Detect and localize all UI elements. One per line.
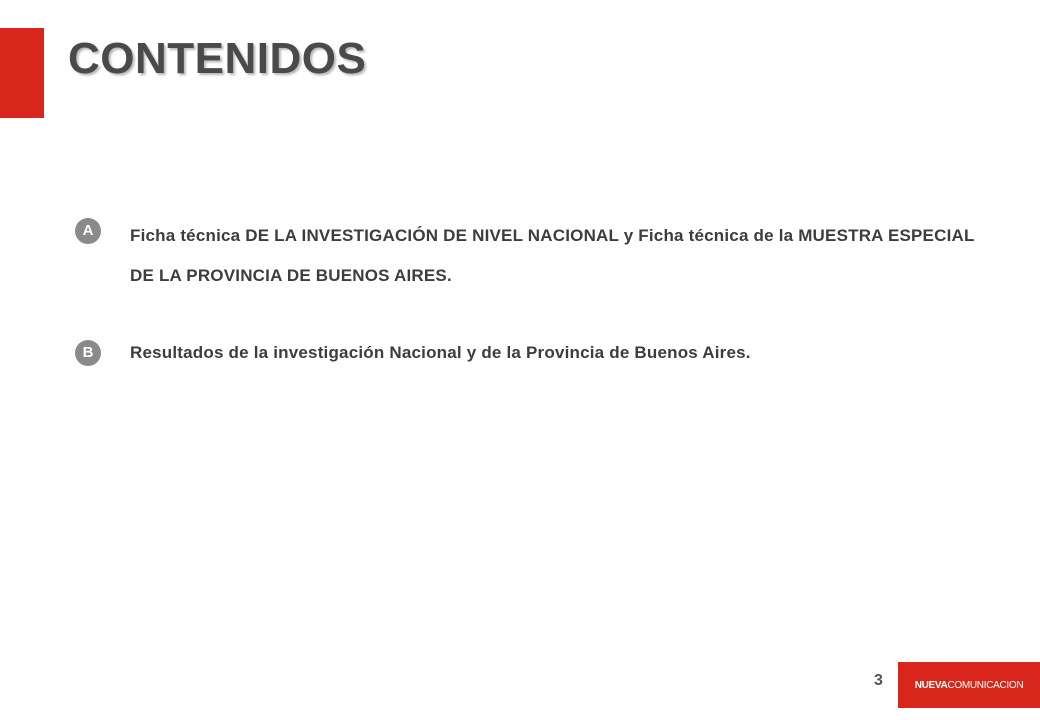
page-number: 3 [874,672,883,689]
page-title: CONTENIDOS [68,34,367,83]
list-item-text-b: Resultados de la investigación Nacional y de la Provincia de Buenos Aires. [130,343,751,362]
logo-text-light: COMUNICACION [947,679,1024,691]
company-logo [898,662,1040,708]
accent-bar [0,28,44,118]
logo-text-strong: NUEVA [914,679,948,691]
list-item-text-a: Ficha técnica DE LA INVESTIGACIÓN DE NIVEL NACIONAL y Ficha técnica de la MUESTRA ESPECIAL DE LA PROVINCIA DE BUENOS AIRES. [130,226,975,285]
marker-badge-a: A [75,218,101,244]
marker-badge-b: B [75,340,101,366]
